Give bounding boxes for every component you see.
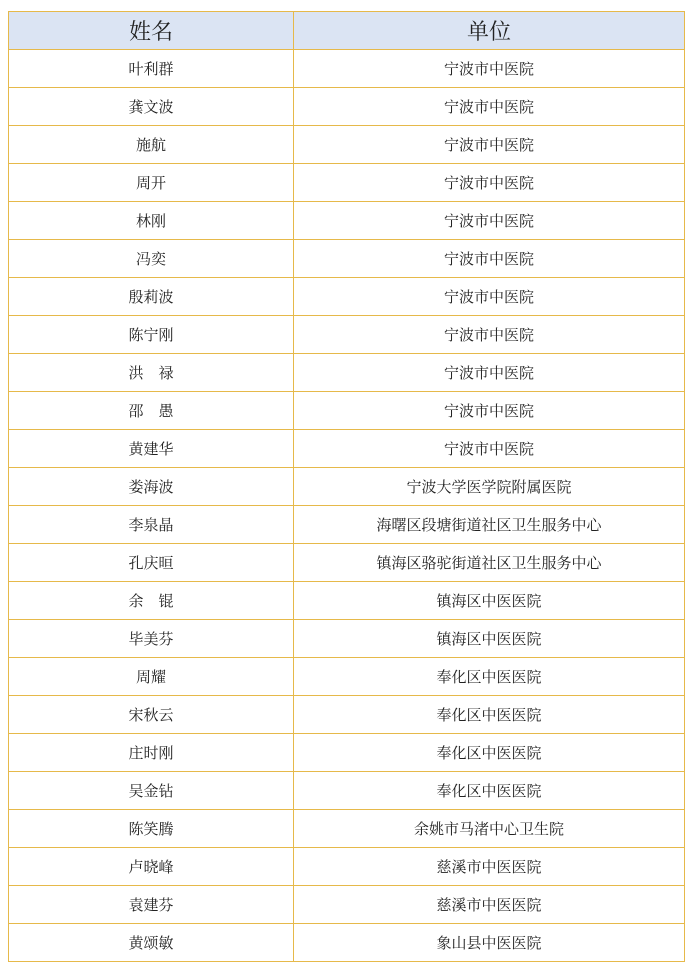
table-row bbox=[9, 468, 685, 506]
table-row bbox=[9, 772, 685, 810]
column-header-unit: 单位 bbox=[294, 12, 685, 50]
table-row bbox=[9, 316, 685, 354]
name-cell: 施航 bbox=[9, 126, 294, 164]
name-cell: 陈宁刚 bbox=[9, 316, 294, 354]
unit-cell: 宁波大学医学院附属医院 bbox=[294, 468, 685, 506]
unit-cell: 象山县中医医院 bbox=[294, 924, 685, 962]
table-row bbox=[9, 696, 685, 734]
table-header bbox=[9, 12, 685, 50]
unit-cell: 宁波市中医院 bbox=[294, 392, 685, 430]
unit-cell: 宁波市中医院 bbox=[294, 164, 685, 202]
unit-cell: 奉化区中医医院 bbox=[294, 658, 685, 696]
unit-cell: 奉化区中医医院 bbox=[294, 696, 685, 734]
personnel-table bbox=[8, 11, 685, 962]
name-cell: 黄建华 bbox=[9, 430, 294, 468]
table-row bbox=[9, 126, 685, 164]
name-cell: 陈笑腾 bbox=[9, 810, 294, 848]
name-cell: 龚文波 bbox=[9, 88, 294, 126]
table-row bbox=[9, 164, 685, 202]
name-cell: 林刚 bbox=[9, 202, 294, 240]
unit-cell: 宁波市中医院 bbox=[294, 240, 685, 278]
table-body bbox=[9, 50, 685, 962]
table-row bbox=[9, 88, 685, 126]
name-cell: 周开 bbox=[9, 164, 294, 202]
table-row bbox=[9, 620, 685, 658]
unit-cell: 奉化区中医医院 bbox=[294, 772, 685, 810]
name-cell: 李泉晶 bbox=[9, 506, 294, 544]
name-cell: 邵 愚 bbox=[9, 392, 294, 430]
unit-cell: 余姚市马渚中心卫生院 bbox=[294, 810, 685, 848]
table-row bbox=[9, 240, 685, 278]
unit-cell: 宁波市中医院 bbox=[294, 202, 685, 240]
name-cell: 庄时刚 bbox=[9, 734, 294, 772]
name-cell: 冯奕 bbox=[9, 240, 294, 278]
unit-cell: 宁波市中医院 bbox=[294, 316, 685, 354]
table-row bbox=[9, 544, 685, 582]
table-row bbox=[9, 50, 685, 88]
name-cell: 叶利群 bbox=[9, 50, 294, 88]
name-cell: 洪 禄 bbox=[9, 354, 294, 392]
table-row bbox=[9, 202, 685, 240]
unit-cell: 奉化区中医医院 bbox=[294, 734, 685, 772]
table-row bbox=[9, 278, 685, 316]
unit-cell: 宁波市中医院 bbox=[294, 354, 685, 392]
unit-cell: 慈溪市中医医院 bbox=[294, 886, 685, 924]
name-cell: 袁建芬 bbox=[9, 886, 294, 924]
column-header-name: 姓名 bbox=[9, 12, 294, 50]
unit-cell: 镇海区中医医院 bbox=[294, 620, 685, 658]
name-cell: 宋秋云 bbox=[9, 696, 294, 734]
table-row bbox=[9, 924, 685, 962]
table-row bbox=[9, 506, 685, 544]
table-row bbox=[9, 886, 685, 924]
unit-cell: 宁波市中医院 bbox=[294, 50, 685, 88]
name-cell: 毕美芬 bbox=[9, 620, 294, 658]
name-cell: 孔庆晅 bbox=[9, 544, 294, 582]
table-row bbox=[9, 734, 685, 772]
table-row bbox=[9, 392, 685, 430]
unit-cell: 海曙区段塘街道社区卫生服务中心 bbox=[294, 506, 685, 544]
unit-cell: 宁波市中医院 bbox=[294, 278, 685, 316]
unit-cell: 宁波市中医院 bbox=[294, 430, 685, 468]
table-row bbox=[9, 430, 685, 468]
name-cell: 周耀 bbox=[9, 658, 294, 696]
header-row bbox=[9, 12, 685, 50]
unit-cell: 宁波市中医院 bbox=[294, 88, 685, 126]
name-cell: 娄海波 bbox=[9, 468, 294, 506]
unit-cell: 宁波市中医院 bbox=[294, 126, 685, 164]
unit-cell: 镇海区骆驼街道社区卫生服务中心 bbox=[294, 544, 685, 582]
name-cell: 余 锟 bbox=[9, 582, 294, 620]
table-row bbox=[9, 658, 685, 696]
name-cell: 卢晓峰 bbox=[9, 848, 294, 886]
name-cell: 殷莉波 bbox=[9, 278, 294, 316]
table-row bbox=[9, 582, 685, 620]
unit-cell: 慈溪市中医医院 bbox=[294, 848, 685, 886]
unit-cell: 镇海区中医医院 bbox=[294, 582, 685, 620]
name-cell: 吴金钻 bbox=[9, 772, 294, 810]
table-row bbox=[9, 354, 685, 392]
name-cell: 黄颂敏 bbox=[9, 924, 294, 962]
table-row bbox=[9, 810, 685, 848]
table-row bbox=[9, 848, 685, 886]
